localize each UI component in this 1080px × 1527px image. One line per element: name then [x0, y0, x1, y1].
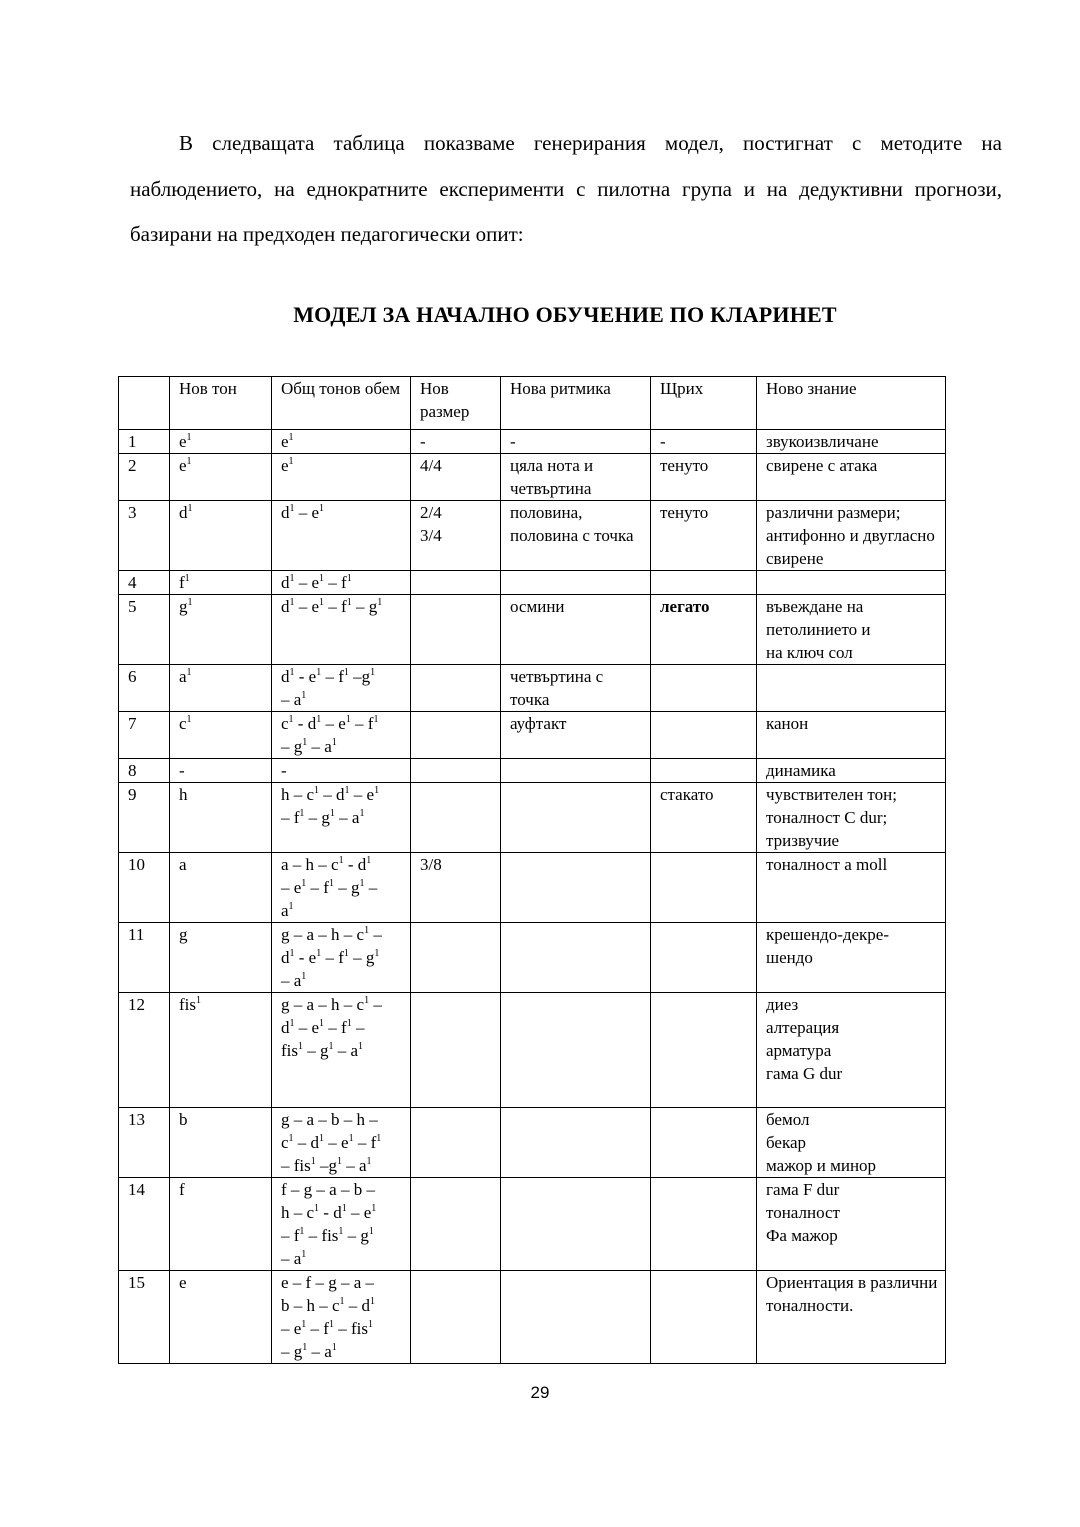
cell-num-text: 4: [128, 573, 137, 592]
cell-stroke: [651, 665, 757, 712]
cell-range-text: h – $c^1 - d^1 - e^1$ – $f^1 - g^1 - a^1$: [281, 785, 380, 827]
cell-rhythm: [501, 595, 651, 665]
cell-rhythm-text: -: [510, 432, 516, 451]
cell-meter: [411, 759, 501, 783]
cell-num-text: 7: [128, 714, 137, 733]
cell-knowledge-text: диез алтерация арматура гама G dur: [766, 995, 843, 1083]
cell-num: [119, 1108, 170, 1178]
cell-tone: [170, 1108, 272, 1178]
cell-range: [272, 454, 411, 501]
cell-tone: [170, 853, 272, 923]
cell-range-text: g – a – h – $c^1$ – $d^1 - e^1 - f^1$ – $fis^1 - g^1 - a^1$: [281, 995, 382, 1060]
cell-stroke-text: тенуто: [660, 456, 709, 475]
cell-meter: [411, 595, 501, 665]
cell-knowledge: [757, 1108, 946, 1178]
cell-num-text: 8: [128, 761, 137, 780]
header-cell-new-tone: Нов тон: [170, 377, 272, 430]
cell-stroke: [651, 595, 757, 665]
header-cell-knowledge: Ново знание: [757, 377, 946, 430]
cell-num: [119, 993, 170, 1108]
cell-tone-text: $d^1$: [179, 503, 193, 522]
cell-stroke: [651, 571, 757, 595]
cell-knowledge-text: канон: [766, 714, 809, 733]
cell-rhythm: [501, 759, 651, 783]
cell-num: [119, 430, 170, 454]
cell-knowledge: [757, 430, 946, 454]
cell-range: [272, 759, 411, 783]
cell-knowledge-text: чувствителен тон; тоналност C dur; тризвучие: [766, 785, 897, 850]
cell-knowledge: [757, 712, 946, 759]
cell-stroke: [651, 454, 757, 501]
cell-tone-text: h: [179, 785, 188, 804]
cell-range: [272, 993, 411, 1108]
cell-stroke-text: -: [660, 432, 666, 451]
cell-range: [272, 595, 411, 665]
cell-meter: [411, 783, 501, 853]
cell-rhythm: [501, 853, 651, 923]
cell-num: [119, 783, 170, 853]
cell-meter-text: -: [420, 432, 426, 451]
cell-tone-text: a: [179, 855, 187, 874]
cell-tone: [170, 501, 272, 571]
cell-tone: [170, 759, 272, 783]
cell-rhythm: [501, 923, 651, 993]
cell-knowledge-text: гама F dur тоналност Фа мажор: [766, 1180, 840, 1245]
cell-stroke: [651, 501, 757, 571]
cell-range: [272, 1271, 411, 1364]
cell-num-text: 2: [128, 456, 137, 475]
cell-range-text: $e^1$: [281, 432, 294, 451]
cell-range: [272, 1108, 411, 1178]
table-row: [119, 1178, 946, 1271]
cell-knowledge-text: свирене с атака: [766, 456, 878, 475]
header-cell-meter: Нов размер: [411, 377, 501, 430]
cell-range: [272, 571, 411, 595]
cell-num-text: 1: [128, 432, 137, 451]
cell-rhythm: [501, 1108, 651, 1178]
cell-range: [272, 712, 411, 759]
cell-rhythm: [501, 1271, 651, 1364]
cell-tone: [170, 665, 272, 712]
cell-meter-text: 2/4 3/4: [420, 503, 442, 545]
cell-tone: [170, 1178, 272, 1271]
cell-range: [272, 783, 411, 853]
header-cell-rhythm: Нова ритмика: [501, 377, 651, 430]
cell-num: [119, 571, 170, 595]
header-cell-num: [119, 377, 170, 430]
cell-num: [119, 853, 170, 923]
cell-knowledge-text: звукоизвличане: [766, 432, 879, 451]
cell-meter: [411, 993, 501, 1108]
cell-num-text: 11: [128, 925, 145, 944]
cell-num: [119, 759, 170, 783]
cell-rhythm-text: цяла нота и четвъртина: [510, 456, 594, 498]
cell-tone-text: $f^1$: [179, 573, 190, 592]
cell-num-text: 13: [128, 1110, 145, 1129]
cell-tone-text: e: [179, 1273, 187, 1292]
cell-meter: [411, 665, 501, 712]
cell-range-text: g – a – h – $c^1$ – $d^1 - e^1 - f^1 - g^1$ – $a^1$: [281, 925, 382, 990]
cell-knowledge: [757, 571, 946, 595]
cell-tone: [170, 595, 272, 665]
cell-tone-text: $g^1$: [179, 597, 193, 616]
cell-meter: [411, 712, 501, 759]
cell-range-text: $c^1 - d^1 - e^1 - f^1$ – $g^1 - a^1$: [281, 714, 379, 756]
cell-num: [119, 923, 170, 993]
cell-stroke: [651, 759, 757, 783]
cell-knowledge-text: крешендо-декре- шендо: [766, 925, 890, 967]
intro-paragraph: В следващата таблица показваме генерирания модел, постигнат с методите на наблюдението, на еднократните експерименти с пилотна група и на дедуктивни прогнози, базирани на предходен педагогически опит:: [130, 131, 1002, 246]
cell-knowledge-text: динамика: [766, 761, 836, 780]
cell-stroke-text: тенуто: [660, 503, 709, 522]
cell-tone: [170, 1271, 272, 1364]
cell-stroke: [651, 712, 757, 759]
cell-rhythm: [501, 430, 651, 454]
cell-stroke-text: легато: [660, 597, 710, 616]
cell-range-text: $d^1 - e^1 - f^1$ $-g^1$ – $a^1$: [281, 667, 376, 709]
cell-tone-text: $e^1$: [179, 432, 192, 451]
cell-tone-text: $e^1$: [179, 456, 192, 475]
header-cell-stroke: Щрих: [651, 377, 757, 430]
cell-range-text: g – a – b – h – $c^1 - d^1 - e^1 - f^1$ – fis$^1$ $-g^1 - a^1$: [281, 1110, 382, 1175]
cell-meter-text: 3/8: [420, 855, 442, 874]
cell-tone: [170, 923, 272, 993]
cell-rhythm: [501, 665, 651, 712]
cell-meter: [411, 1271, 501, 1364]
table-row: [119, 1108, 946, 1178]
cell-rhythm-text: осмини: [510, 597, 565, 616]
cell-meter-text: 4/4: [420, 456, 442, 475]
cell-num: [119, 665, 170, 712]
cell-range: [272, 665, 411, 712]
cell-knowledge: [757, 853, 946, 923]
table-row: [119, 993, 946, 1108]
cell-meter: [411, 571, 501, 595]
cell-tone-text: b: [179, 1110, 188, 1129]
cell-meter: [411, 1108, 501, 1178]
cell-num-text: 6: [128, 667, 137, 686]
cell-knowledge: [757, 923, 946, 993]
cell-range: [272, 1178, 411, 1271]
cell-num-text: 10: [128, 855, 145, 874]
cell-rhythm: [501, 1178, 651, 1271]
cell-tone: [170, 454, 272, 501]
cell-knowledge: [757, 454, 946, 501]
table-title: МОДЕЛ ЗА НАЧАЛНО ОБУЧЕНИЕ ПО КЛАРИНЕТ: [293, 302, 837, 327]
cell-tone: [170, 783, 272, 853]
cell-rhythm: [501, 712, 651, 759]
cell-stroke: [651, 1271, 757, 1364]
cell-rhythm-text: половина, половина с точка: [510, 503, 634, 545]
cell-range-text: a – h – $c^1 - d^1$ – $e^1 - f^1 - g^1$ – $a^1$: [281, 855, 378, 920]
cell-stroke-text: стакато: [660, 785, 714, 804]
model-table: [118, 376, 946, 1364]
cell-tone-text: fis$^1$: [179, 995, 201, 1014]
cell-num: [119, 501, 170, 571]
cell-range: [272, 430, 411, 454]
cell-range-text: $d^1 - e^1$: [281, 503, 325, 522]
cell-tone-text: f: [179, 1180, 185, 1199]
cell-meter: [411, 501, 501, 571]
cell-knowledge: [757, 1178, 946, 1271]
table-row: [119, 454, 946, 501]
cell-rhythm: [501, 501, 651, 571]
table-header-row: [119, 377, 946, 430]
table-row: [119, 430, 946, 454]
cell-meter: [411, 853, 501, 923]
table-row: [119, 759, 946, 783]
cell-knowledge-text: бемол бекар мажор и минор: [766, 1110, 877, 1175]
cell-tone-text: $a^1$: [179, 667, 192, 686]
cell-num-text: 15: [128, 1273, 145, 1292]
cell-num-text: 12: [128, 995, 145, 1014]
table-row: [119, 501, 946, 571]
cell-meter: [411, 923, 501, 993]
cell-stroke: [651, 993, 757, 1108]
cell-stroke: [651, 430, 757, 454]
cell-knowledge-text: тоналност a moll: [766, 855, 888, 874]
cell-num: [119, 1178, 170, 1271]
cell-rhythm: [501, 783, 651, 853]
cell-num: [119, 454, 170, 501]
table-row: [119, 571, 946, 595]
cell-num-text: 14: [128, 1180, 145, 1199]
cell-knowledge: [757, 993, 946, 1108]
cell-knowledge: [757, 783, 946, 853]
cell-range-text: -: [281, 761, 287, 780]
cell-tone-text: g: [179, 925, 188, 944]
cell-knowledge: [757, 1271, 946, 1364]
cell-knowledge: [757, 665, 946, 712]
page-number: 29: [530, 1383, 550, 1402]
cell-tone: [170, 571, 272, 595]
cell-stroke: [651, 1108, 757, 1178]
cell-range-text: $e^1$: [281, 456, 294, 475]
cell-tone: [170, 993, 272, 1108]
cell-tone-text: -: [179, 761, 185, 780]
cell-num: [119, 712, 170, 759]
cell-tone: [170, 430, 272, 454]
cell-knowledge-text: въвеждане на петолинието и на ключ сол: [766, 597, 871, 662]
cell-range-text: $d^1 - e^1 - f^1 - g^1$: [281, 597, 383, 616]
cell-num-text: 9: [128, 785, 137, 804]
cell-stroke: [651, 1178, 757, 1271]
cell-knowledge: [757, 501, 946, 571]
cell-knowledge: [757, 759, 946, 783]
cell-stroke: [651, 783, 757, 853]
cell-rhythm-text: четвъртина с точка: [510, 667, 604, 709]
cell-range-text: $d^1 - e^1 - f^1$: [281, 573, 352, 592]
table-row: [119, 712, 946, 759]
cell-knowledge: [757, 595, 946, 665]
cell-range: [272, 853, 411, 923]
cell-meter: [411, 454, 501, 501]
cell-num: [119, 1271, 170, 1364]
cell-knowledge-text: различни размери; антифонно и двугласно свирене: [766, 503, 935, 568]
cell-rhythm: [501, 454, 651, 501]
cell-rhythm-text: ауфтакт: [510, 714, 567, 733]
table-row: [119, 923, 946, 993]
cell-stroke: [651, 853, 757, 923]
cell-range-text: f – g – a – b – h – $c^1 - d^1 - e^1$ – $f^1 - fis^1 - g^1$ – $a^1$: [281, 1180, 377, 1268]
cell-range: [272, 923, 411, 993]
table-row: [119, 665, 946, 712]
cell-knowledge-text: Ориентация в различни тоналности.: [766, 1273, 938, 1315]
table-row: [119, 853, 946, 923]
cell-range-text: e – f – g – a – b – h – $c^1 - d^1$ – $e^1 - f^1 - fis^1$ – $g^1 - a^1$: [281, 1273, 376, 1361]
cell-stroke: [651, 923, 757, 993]
cell-rhythm: [501, 993, 651, 1108]
table-row: [119, 1271, 946, 1364]
cell-num: [119, 595, 170, 665]
cell-tone: [170, 712, 272, 759]
cell-meter: [411, 1178, 501, 1271]
cell-num-text: 3: [128, 503, 137, 522]
cell-rhythm: [501, 571, 651, 595]
cell-meter: [411, 430, 501, 454]
cell-tone-text: $c^1$: [179, 714, 192, 733]
table-row: [119, 595, 946, 665]
cell-num-text: 5: [128, 597, 137, 616]
header-cell-range: Общ тонов обем: [272, 377, 411, 430]
table-row: [119, 783, 946, 853]
cell-range: [272, 501, 411, 571]
